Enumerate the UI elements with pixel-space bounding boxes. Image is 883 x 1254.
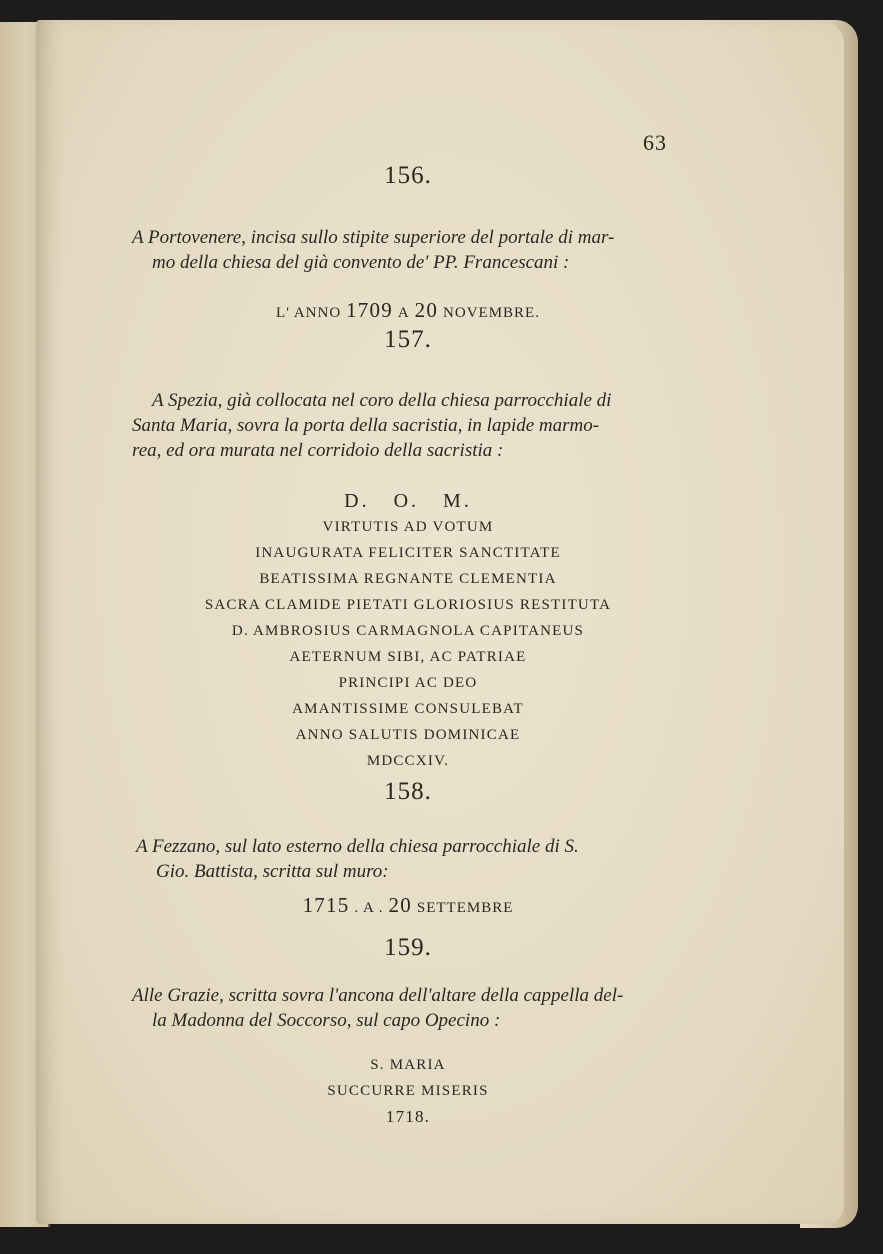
inscription-line: VIRTUTIS AD VOTUM <box>322 519 494 535</box>
description-line: A Fezzano, sul lato esterno della chiesa parrocchiale di S. <box>136 836 579 857</box>
entry-157-description <box>132 388 692 463</box>
entry-159-inscription <box>36 1052 780 1130</box>
entry-159-description <box>132 983 688 1033</box>
description-line: Alle Grazie, scritta sovra l'ancona dell'altare della cappella del- <box>132 985 624 1006</box>
book-page <box>36 20 844 1224</box>
inscription-year: 1715 <box>302 893 350 917</box>
inscription-line: D. O. M. <box>344 490 472 512</box>
entry-157-inscription <box>36 488 780 774</box>
description-line: Gio. Battista, scritta sul muro: <box>156 861 389 882</box>
inscription-line: S. MARIA <box>370 1057 446 1073</box>
inscription-year: 1709 <box>346 298 393 322</box>
inscription-line: BEATISSIMA REGNANTE CLEMENTIA <box>259 571 557 587</box>
description-line: la Madonna del Soccorso, sul capo Opecino : <box>152 1010 501 1031</box>
entry-number-159: 159. <box>384 934 432 961</box>
inscription-day: 20 <box>414 298 439 322</box>
entry-158-inscription <box>36 892 780 921</box>
description-line: rea, ed ora murata nel corridoio della sacristia : <box>132 440 504 461</box>
inscription-line: PRINCIPI AC DEO <box>338 675 478 691</box>
entry-156-inscription <box>36 297 780 326</box>
inscription-line: AETERNUM SIBI, AC PATRIAE <box>289 649 527 665</box>
inscription-day: 20 <box>388 893 412 917</box>
inscription-line: AMANTISSIME CONSULEBAT <box>292 701 524 717</box>
description-line: Santa Maria, sovra la porta della sacristia, in lapide marmo- <box>132 415 600 436</box>
inscription-month: NOVEMBRE. <box>443 305 540 321</box>
entry-158-description <box>136 834 696 884</box>
inscription-month: SETTEMBRE <box>416 900 514 916</box>
inscription-line: INAUGURATA FELICITER SANCTITATE <box>255 545 561 561</box>
inscription-prefix: L' ANNO <box>276 305 342 321</box>
inscription-line: MDCCXIV. <box>366 753 450 769</box>
inscription-line: SUCCURRE MISERIS <box>327 1083 489 1099</box>
description-line: mo della chiesa del già convento de' PP. Francescani : <box>152 252 570 273</box>
inscription-mid: . A . <box>354 900 384 916</box>
inscription-line: D. AMBROSIUS CARMAGNOLA CAPITANEUS <box>231 623 585 639</box>
inscription-mid: A <box>397 305 410 321</box>
description-line: A Spezia, già collocata nel coro della chiesa parrocchiale di <box>152 390 612 411</box>
inscription-line: 1718. <box>385 1107 431 1126</box>
entry-number-158: 158. <box>384 778 432 805</box>
inscription-line: SACRA CLAMIDE PIETATI GLORIOSIUS RESTITUTA <box>204 597 612 613</box>
entry-number-157: 157. <box>384 326 432 353</box>
description-line: A Portovenere, incisa sullo stipite superiore del portale di mar- <box>132 227 615 248</box>
page-number: 63 <box>643 130 667 155</box>
inscription-line: ANNO SALUTIS DOMINICAE <box>295 727 521 743</box>
entry-number-156: 156. <box>384 162 432 189</box>
entry-156-description <box>132 225 692 275</box>
